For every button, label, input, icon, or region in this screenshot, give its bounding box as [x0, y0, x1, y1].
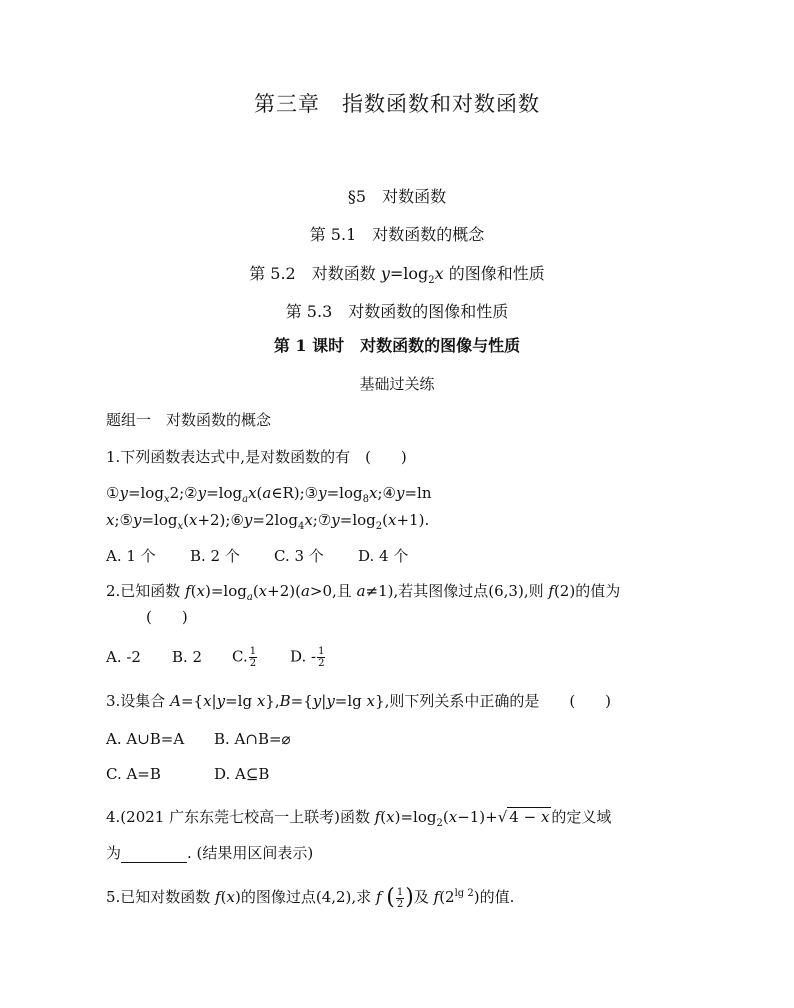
q2-option-c: [232, 646, 258, 669]
half-fraction: $\frac{1}{2}$: [249, 646, 257, 669]
q3-option-d: D. A⊆B: [214, 765, 270, 783]
q2-stem-b: ,若其图像过点(6,3),则: [393, 582, 549, 600]
q2-option-a: A. -2: [106, 648, 141, 666]
q2-answer-paren: ( ): [146, 608, 188, 626]
q5-stem-a: 5.已知对数函数: [106, 888, 216, 906]
q1-expressions-line2: $x;⑤y=\log_x(x+2);⑥y=2\log_4x;⑦y=\log_2(x+1)$.: [106, 511, 430, 532]
q4-line2-a: 为: [106, 844, 122, 862]
q1-expressions-line1: $①y=\log_x2;②y=\log_ax(a\in R);③y=\log_8x;④y=\ln$: [106, 484, 432, 505]
q2-option-b: B. 2: [172, 648, 203, 666]
q2-stem-c: 的值为: [575, 582, 621, 600]
subsection-5-3: 第 5.3 对数函数的图像和性质: [285, 302, 509, 321]
q3-stem-a: 3.设集合: [106, 692, 171, 710]
answer-blank: [121, 848, 187, 863]
q4-line2: [106, 842, 313, 863]
q4-stem: 4.(2021 广东东莞七校高一上联考)函数 $f(x)=\log_2(x-1)+√$ 4 − x 的定义域: [106, 808, 612, 829]
group-title: 题组一 对数函数的概念: [106, 411, 272, 429]
q3-option-b: B. A∩B=⌀: [214, 730, 291, 748]
subsection-5-2-prefix: 第 5.2 对数函数: [249, 264, 381, 283]
q4-stem-b: 的定义域: [551, 808, 612, 826]
q2-option-c-label: C.: [232, 647, 248, 666]
q4-stem-a: 4.(2021 广东东莞七校高一上联考)函数: [106, 808, 375, 826]
q1-option-b: B. 2 个: [190, 547, 240, 565]
lesson-title: 第 1 课时 对数函数的图像与性质: [273, 336, 521, 355]
q2-stem-a: 2.已知函数: [106, 582, 186, 600]
q2-stem: 2.已知函数 $f(x)=\log_a(x+2)(a>0$,且 a≠1),若其图像过点(6,3),则 f(2)的值为: [106, 582, 621, 603]
q3-stem-b: ,则下列关系中正确的是 ( ): [384, 692, 612, 710]
q5-stem-c: 及: [413, 888, 434, 906]
q1-option-a: A. 1 个: [106, 547, 156, 565]
q1-option-d: D. 4 个: [358, 547, 409, 565]
q5-stem-b: 的图像过点(4,2),求: [240, 888, 376, 906]
q1-stem: 1.下列函数表达式中,是对数函数的有 ( ): [106, 448, 407, 466]
q3-option-c: C. A=B: [106, 765, 161, 783]
half-fraction: $\frac{1}{2}$: [318, 646, 325, 669]
q4-line2-b: . (结果用区间表示): [187, 844, 314, 862]
q5-stem-d: 的值.: [479, 888, 515, 906]
q2-option-d-label: D. -: [290, 647, 317, 666]
q3-stem: 3.设集合 A={x|y=lg x},B={y|y=lg x},则下列关系中正确的是 ( ): [106, 692, 612, 710]
q3-option-a: A. A∪B=A: [106, 730, 185, 748]
q1-option-c: C. 3 个: [274, 547, 324, 565]
chapter-title: 第三章 指数函数和对数函数: [254, 92, 540, 116]
q5-stem: 5.已知对数函数 f(x)的图像过点(4,2),求 f ( $\frac{1}{2}$ )及 $f(2^{lg 2})$的值.: [106, 885, 515, 910]
subsection-5-1: 第 5.1 对数函数的概念: [309, 225, 485, 244]
q2-option-d: [290, 646, 326, 669]
subsection-5-2-suffix: 的图像和性质: [443, 264, 545, 283]
section-title: §5 对数函数: [347, 187, 447, 206]
half-fraction: $\frac{1}{2}$: [396, 886, 404, 910]
exercise-title: 基础过关练: [359, 375, 435, 393]
subsection-5-2: 第 5.2 对数函数 $y=\log_2x$ 的图像和性质: [249, 264, 545, 287]
